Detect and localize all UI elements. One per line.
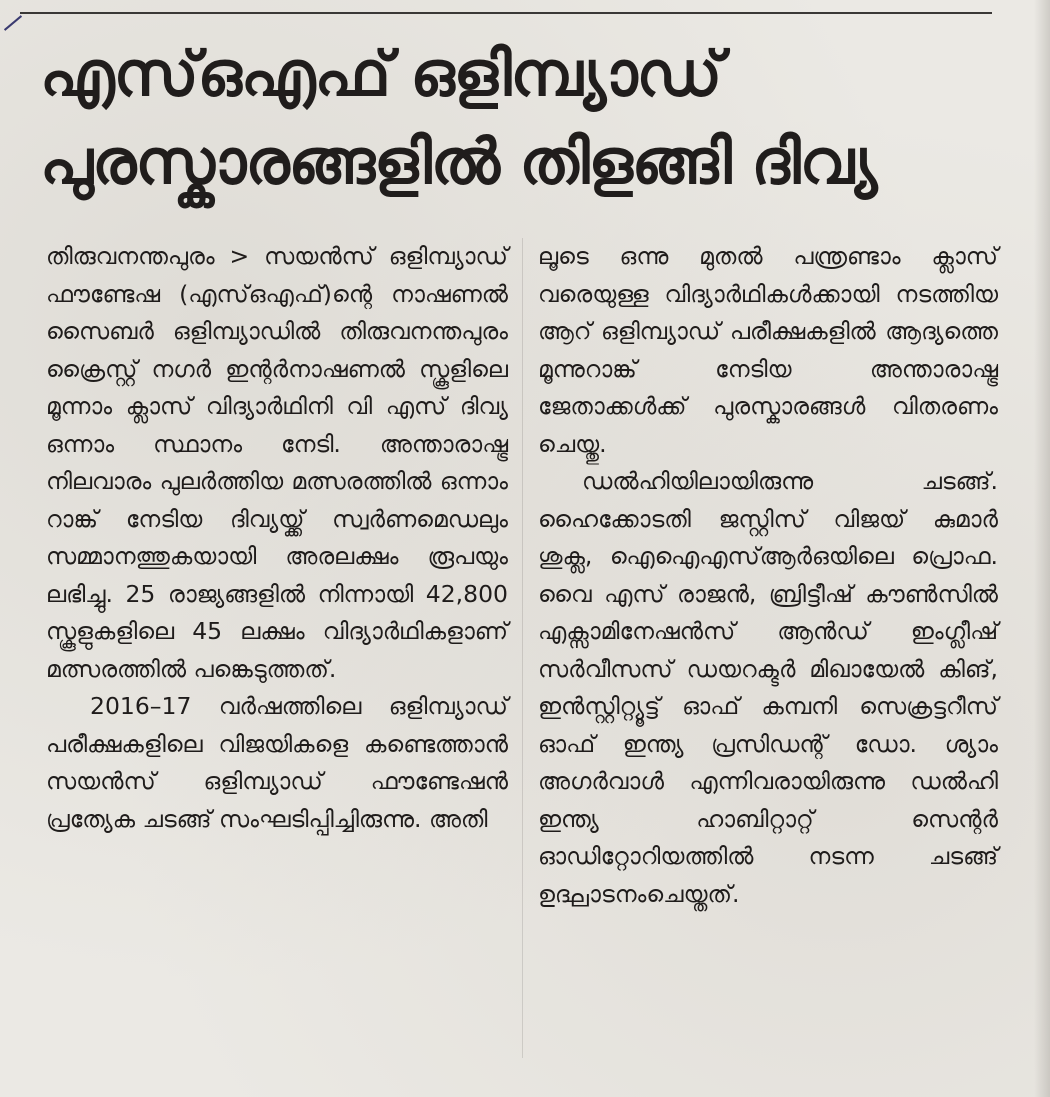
scan-edge-shadow [1034,0,1050,1097]
corner-pen-mark [4,15,22,31]
left-paragraph-2: 2016–17 വർഷത്തിലെ ഒളിമ്പ്യാഡ് പരീക്ഷകളിലെ വിജയികളെ കണ്ടെത്താൻ സയൻസ് ഒളിമ്പ്യാഡ് ഫൗണ്ടേഷൻ പ്രത്യേക ചടങ്ങ് സംഘടിപ്പിച്ചിരുന്നു. അതി [46,692,508,833]
headline [40,30,980,206]
left-paragraph-1: തിരുവനന്തപുരം > സയൻസ് ഒളിമ്പ്യാഡ് ഫൗണ്ടേഷ (എസ്ഒഎഫ്)ന്റെ നാഷണൽ സൈബർ ഒളിമ്പ്യാഡിൽ തിരുവനന്തപുരം ക്രൈസ്റ്റ് നഗർ ഇന്റർനാഷണൽ സ്കൂളിലെ മൂന്നാം ക്ലാസ് വിദ്യാർഥിനി വി എസ് ദിവ്യ ഒന്നാം സ്ഥാനം നേടി. അന്താരാഷ്ട്ര നിലവാരം പുലർത്തിയ മത്സരത്തിൽ ഒന്നാം റാങ്ക് നേടിയ ദിവ്യയ്ക്ക് സ്വർണമെഡലും സമ്മാനത്തുകയായി അരലക്ഷം രൂപയും ലഭിച്ചു. 25 രാജ്യങ്ങളിൽ നിന്നായി 42,800 സ്കൂളുകളിലെ 45 ലക്ഷം വിദ്യാർഥികളാണ് മത്സരത്തിൽ പങ്കെടുത്തത്. [46,242,508,683]
left-column [46,238,508,838]
headline-line-2: പുരസ്കാരങ്ങളിൽ തിളങ്ങി ദിവ്യ [40,125,877,198]
column-divider [522,238,523,1058]
top-rule [20,12,992,14]
right-paragraph-1: ലൂടെ ഒന്നു മുതൽ പന്ത്രണ്ടാം ക്ലാസ് വരെയുള്ള വിദ്യാർഥികൾക്കായി നടത്തിയ ആറ് ഒളിമ്പ്യാഡ് പരീക്ഷകളിൽ ആദ്യത്തെ മൂന്നുറാങ്ക് നേടിയ അന്താരാഷ്ട്ര ജേതാക്കൾക്ക് പുരസ്കാരങ്ങൾ വിതരണം ചെയ്തു. [538,242,998,458]
right-paragraph-2: ഡൽഹിയിലായിരുന്നു ചടങ്ങ്. ഹൈക്കോടതി ജസ്റ്റിസ് വിജയ് കുമാർ ശുക്ല, ഐഐഎസ്ആർഒയിലെ പ്രൊഫ. വൈ എസ് രാജൻ, ബ്രിട്ടീഷ് കൗൺസിൽ എക്സാമിനേഷൻസ് ആൻഡ് ഇംഗ്ലീഷ് സർവീസസ് ഡയറക്ടർ മിഖായേൽ കിങ്, ഇൻസ്റ്റിറ്റ്യൂട്ട് ഓഫ് കമ്പനി സെക്രട്ടറീസ് ഓഫ് ഇന്ത്യ പ്രസിഡന്റ് ഡോ. ശ്യാം അഗർവാൾ എന്നിവരായിരുന്നു ഡൽഹി ഇന്ത്യ ഹാബിറ്റാറ്റ് സെന്റർ ഓഡിറ്റോറിയത്തിൽ നടന്ന ചടങ്ങ് ഉദ്ഘാടനംചെയ്തത്. [538,467,998,908]
right-column [538,238,998,913]
headline-line-1: എസ്ഒഎഫ് ഒളിമ്പ്യാഡ് [40,37,722,110]
